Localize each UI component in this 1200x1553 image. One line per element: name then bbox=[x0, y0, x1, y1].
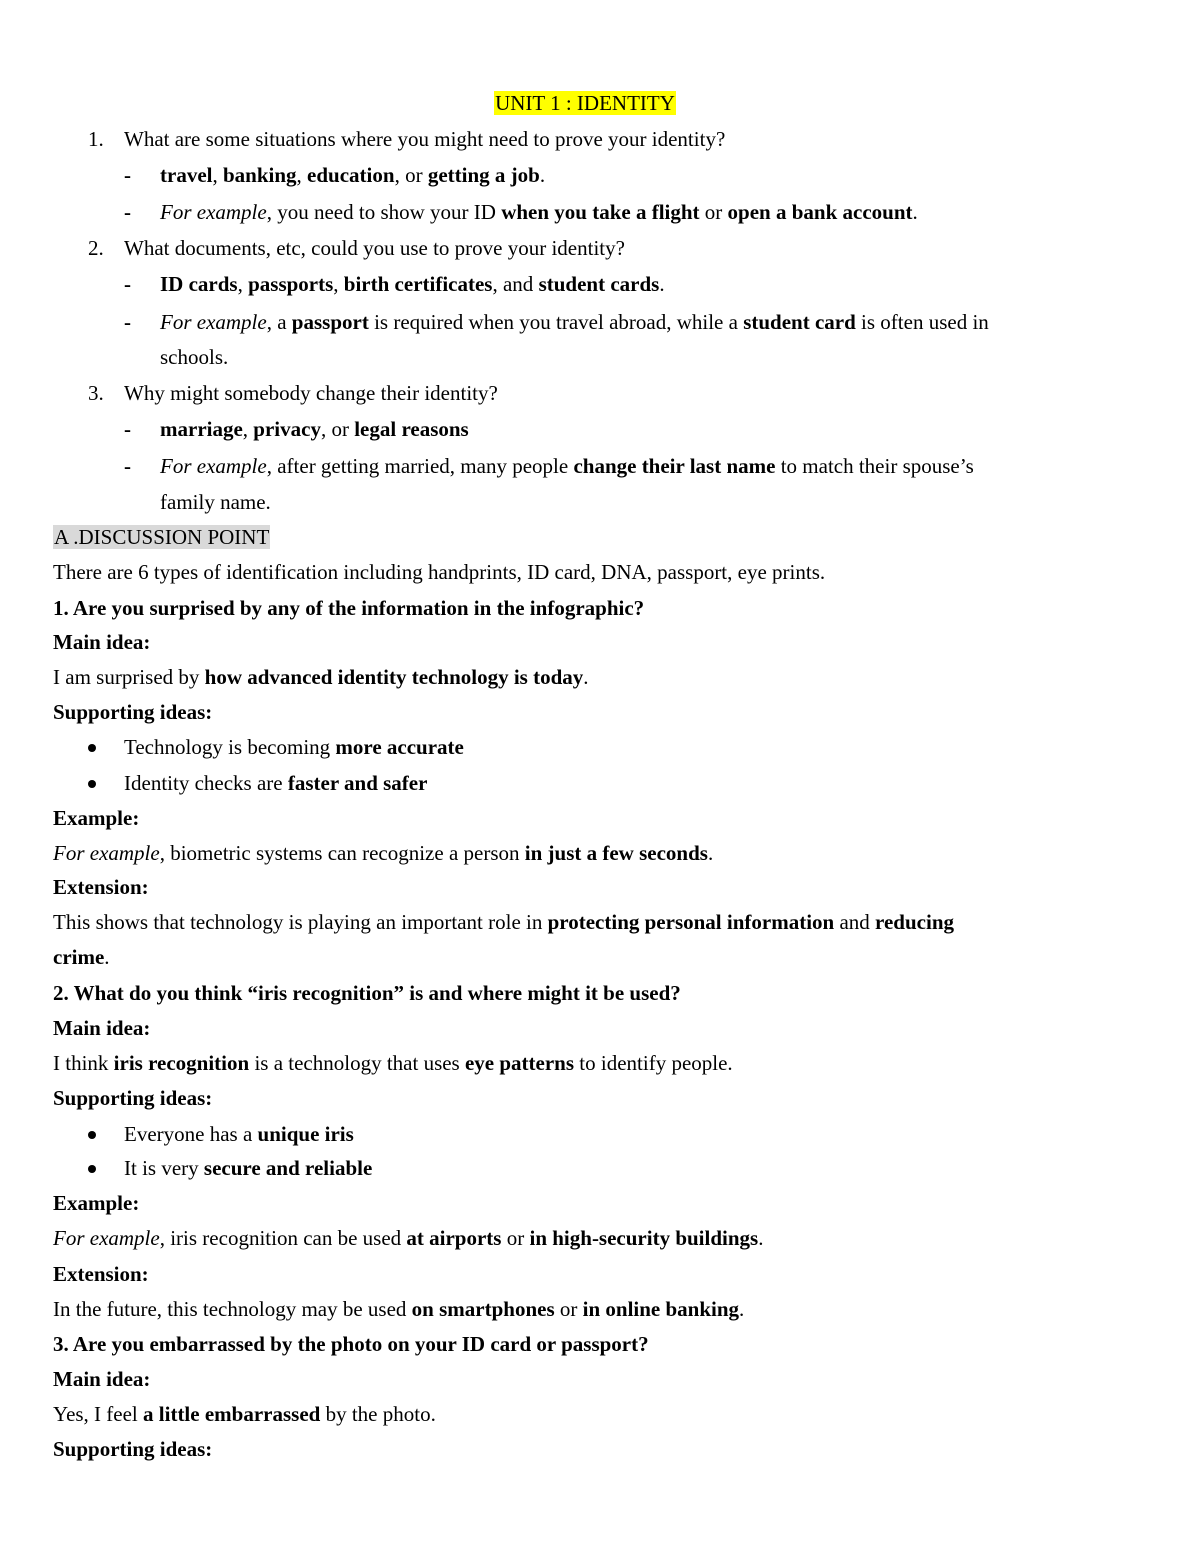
question-text: Why might somebody change their identity? bbox=[124, 381, 498, 405]
extension-text-continued: crime. bbox=[53, 945, 110, 969]
bullet-marker bbox=[88, 1119, 96, 1149]
question-number: 2. bbox=[88, 236, 104, 260]
discussion-question: 3. Are you embarrassed by the photo on your ID card or passport? bbox=[53, 1332, 649, 1356]
example-label: Example: bbox=[53, 806, 140, 830]
answer-line: For example, a passport is required when you travel abroad, while a student card is often used in bbox=[160, 310, 989, 334]
bullet-marker bbox=[88, 768, 96, 798]
main-idea-label: Main idea: bbox=[53, 1016, 151, 1040]
main-idea-label: Main idea: bbox=[53, 1367, 151, 1391]
bullet-marker bbox=[88, 732, 96, 762]
answer-line: marriage, privacy, or legal reasons bbox=[160, 417, 469, 441]
dash-marker: - bbox=[124, 310, 131, 334]
answer-line: For example, you need to show your ID when you take a flight or open a bank account. bbox=[160, 200, 918, 224]
dash-marker: - bbox=[124, 454, 131, 478]
extension-text: In the future, this technology may be used on smartphones or in online banking. bbox=[53, 1297, 745, 1321]
answer-line: travel, banking, education, or getting a job. bbox=[160, 163, 546, 187]
question-number: 1. bbox=[88, 127, 104, 151]
main-idea-label: Main idea: bbox=[53, 630, 151, 654]
section-heading: A .DISCUSSION POINT bbox=[54, 525, 270, 549]
question-text: What are some situations where you might need to prove your identity? bbox=[124, 127, 726, 151]
answer-line: ID cards, passports, birth certificates, and student cards. bbox=[160, 272, 665, 296]
supporting-idea: Everyone has a unique iris bbox=[124, 1122, 354, 1146]
answer-line: For example, after getting married, many people change their last name to match their spouse’s bbox=[160, 454, 974, 478]
question-text: What documents, etc, could you use to prove your identity? bbox=[124, 236, 625, 260]
supporting-idea: It is very secure and reliable bbox=[124, 1156, 373, 1180]
dash-marker: - bbox=[124, 417, 131, 441]
question-number: 3. bbox=[88, 381, 104, 405]
example-text: For example, biometric systems can recognize a person in just a few seconds. bbox=[53, 841, 714, 865]
extension-label: Extension: bbox=[53, 875, 149, 899]
main-idea-text: Yes, I feel a little embarrassed by the photo. bbox=[53, 1402, 436, 1426]
supporting-idea: Identity checks are faster and safer bbox=[124, 771, 428, 795]
section-intro: There are 6 types of identification including handprints, ID card, DNA, passport, eye prints. bbox=[53, 560, 826, 584]
dash-marker: - bbox=[124, 163, 131, 187]
answer-line-continued: schools. bbox=[160, 345, 229, 369]
example-label: Example: bbox=[53, 1191, 140, 1215]
supporting-ideas-label: Supporting ideas: bbox=[53, 1086, 213, 1110]
supporting-ideas-label: Supporting ideas: bbox=[53, 700, 213, 724]
main-idea-text: I think iris recognition is a technology that uses eye patterns to identify people. bbox=[53, 1051, 733, 1075]
dash-marker: - bbox=[124, 200, 131, 224]
bullet-marker bbox=[88, 1153, 96, 1183]
discussion-question: 1. Are you surprised by any of the information in the infographic? bbox=[53, 596, 645, 620]
example-text: For example, iris recognition can be used at airports or in high-security buildings. bbox=[53, 1226, 764, 1250]
page-title: UNIT 1 : IDENTITY bbox=[495, 91, 675, 115]
title-line bbox=[0, 88, 1170, 118]
supporting-ideas-label: Supporting ideas: bbox=[53, 1437, 213, 1461]
discussion-question: 2. What do you think “iris recognition” is and where might it be used? bbox=[53, 981, 681, 1005]
extension-label: Extension: bbox=[53, 1262, 149, 1286]
extension-text: This shows that technology is playing an important role in protecting personal information and reducing bbox=[53, 910, 955, 934]
supporting-idea: Technology is becoming more accurate bbox=[124, 735, 464, 759]
answer-line-continued: family name. bbox=[160, 490, 271, 514]
dash-marker: - bbox=[124, 272, 131, 296]
main-idea-text: I am surprised by how advanced identity technology is today. bbox=[53, 665, 589, 689]
